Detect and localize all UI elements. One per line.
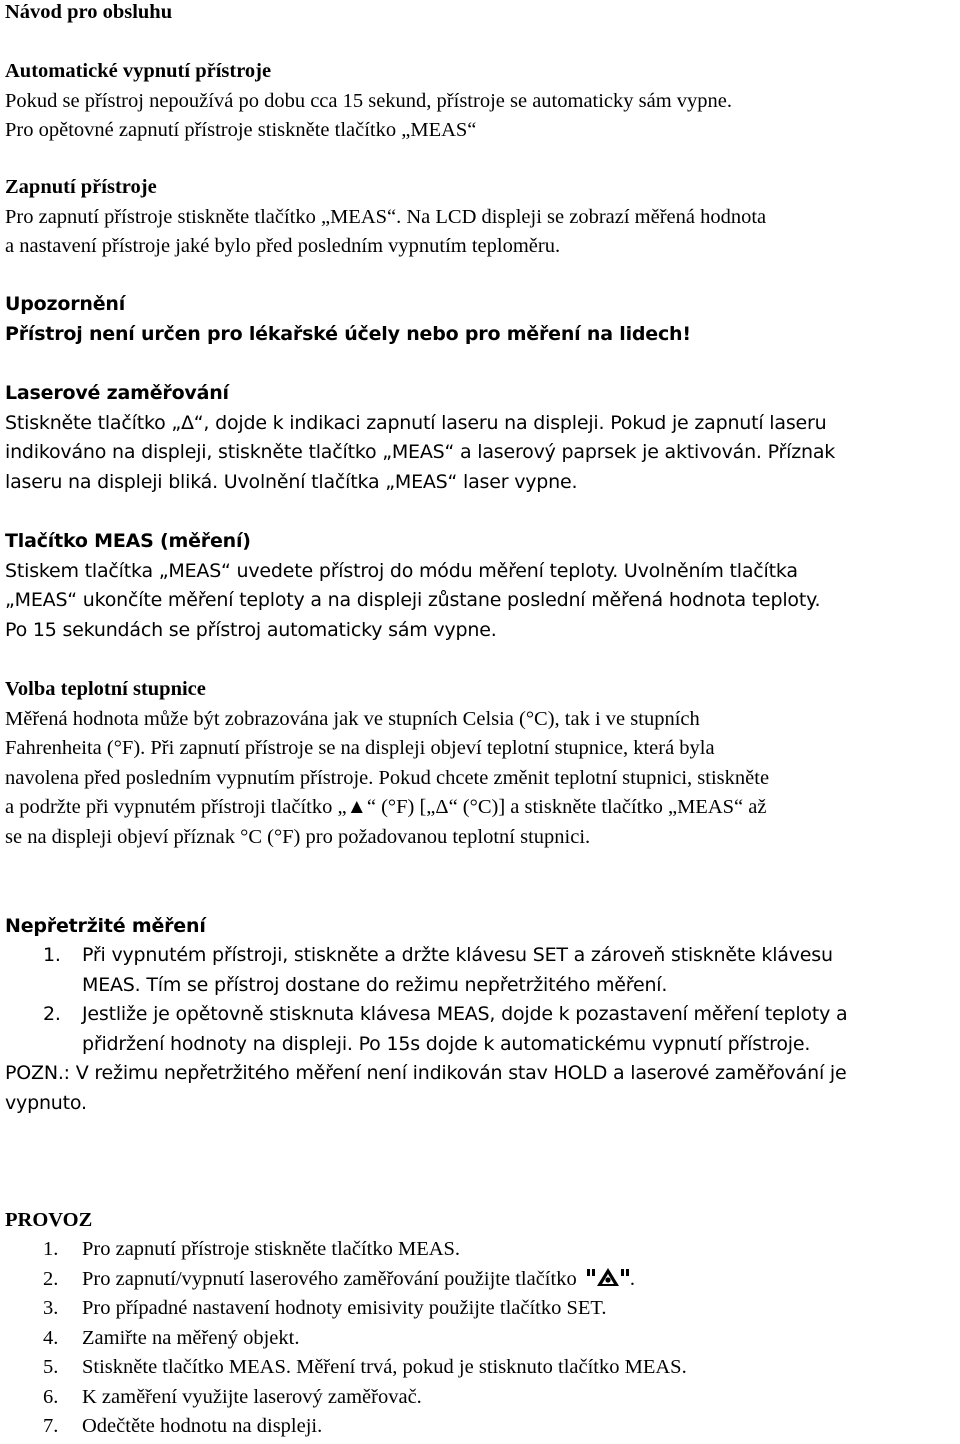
list-item-text: Při vypnutém přístroji, stiskněte a držte klávesu SET a zároveň stiskněte klávesu bbox=[82, 944, 833, 966]
list-item-number: 6. bbox=[43, 1385, 59, 1408]
list-item bbox=[5, 941, 957, 1000]
section-heading: Upozornění bbox=[5, 293, 126, 315]
list-item-number: 4. bbox=[43, 1326, 59, 1349]
list-item-text: Pro případné nastavení hodnoty emisivity použijte tlačítko SET. bbox=[82, 1297, 607, 1319]
section-auto-off bbox=[5, 57, 957, 146]
list-item-suffix: . bbox=[629, 1267, 635, 1290]
list-item-number: 7. bbox=[43, 1415, 59, 1437]
paragraph-line: Fahrenheita (°F). Při zapnutí přístroje se na displeji objeví teplotní stupnice, která byla bbox=[5, 737, 715, 759]
paragraph-line: indikováno na displeji, stiskněte tlačítko „MEAS“ a laserový paprsek je aktivován. Příznak bbox=[5, 441, 836, 463]
list-item bbox=[5, 1353, 957, 1383]
list-item bbox=[5, 1324, 957, 1354]
page-title: Návod pro obsluhu bbox=[5, 1, 173, 23]
list-item bbox=[5, 1265, 957, 1295]
continuous-note bbox=[5, 1059, 957, 1118]
section-continuous bbox=[5, 912, 957, 942]
paragraph-line: a nastavení přístroje jaké bylo před posledním vypnutím teploměru. bbox=[5, 235, 561, 257]
note-line: vypnuto. bbox=[5, 1091, 87, 1114]
paragraph-line: Pokud se přístroj nepoužívá po dobu cca 15 sekund, přístroje se automaticky sám vypne. bbox=[5, 89, 733, 112]
note-line: POZN.: V režimu nepřetržitého měření není indikován stav HOLD a laserové zaměřování je bbox=[5, 1062, 847, 1084]
list-item-number: 1. bbox=[43, 944, 61, 966]
section-heading: Nepřetržité měření bbox=[5, 915, 206, 937]
section-temperature-scale bbox=[5, 675, 957, 852]
section-heading: Laserové zaměřování bbox=[5, 382, 229, 404]
list-item-number: 2. bbox=[43, 1003, 61, 1025]
list-item-text: K zaměření využijte laserový zaměřovač. bbox=[82, 1385, 422, 1408]
list-item-text: Stiskněte tlačítko MEAS. Měření trvá, pokud je stisknuto tlačítko MEAS. bbox=[82, 1356, 687, 1378]
warning-text: Přístroj není určen pro lékařské účely nebo pro měření na lidech! bbox=[5, 322, 691, 345]
list-item-number: 1. bbox=[43, 1238, 59, 1260]
section-heading-provoz: PROVOZ bbox=[5, 1209, 93, 1231]
laser-warning-icon bbox=[586, 1267, 630, 1287]
section-heading: Zapnutí přístroje bbox=[5, 176, 157, 198]
continuous-list bbox=[5, 941, 957, 1059]
paragraph-line: Pro zapnutí přístroje stiskněte tlačítko „MEAS“. Na LCD displeji se zobrazí měřená hodnota bbox=[5, 205, 767, 228]
list-item bbox=[5, 1383, 957, 1413]
paragraph-line: Stiskněte tlačítko „Δ“, dojde k indikaci zapnutí laseru na displeji. Pokud je zapnutí laseru bbox=[5, 411, 827, 434]
paragraph-line: „MEAS“ ukončíte měření teploty a na displeji zůstane poslední měřená hodnota teploty. bbox=[5, 589, 821, 611]
section-heading: Automatické vypnutí přístroje bbox=[5, 60, 272, 82]
provoz-list bbox=[5, 1235, 957, 1442]
section-meas-button bbox=[5, 527, 957, 645]
paragraph-line: se na displeji objeví příznak °C (°F) pro požadovanou teplotní stupnici. bbox=[5, 825, 591, 848]
section-heading: Volba teplotní stupnice bbox=[5, 678, 206, 700]
paragraph-line: Pro opětovné zapnutí přístroje stiskněte tlačítko „MEAS“ bbox=[5, 119, 477, 141]
paragraph-line: laseru na displeji bliká. Uvolnění tlačítka „MEAS“ laser vypne. bbox=[5, 470, 578, 493]
section-warning bbox=[5, 290, 957, 349]
list-item-number: 2. bbox=[43, 1267, 59, 1290]
list-item-text: přidržení hodnoty na displeji. Po 15s dojde k automatickému vypnutí přístroje. bbox=[82, 1032, 811, 1055]
list-item-text: MEAS. Tím se přístroj dostane do režimu nepřetržitého měření. bbox=[82, 973, 668, 996]
paragraph-line: Měřená hodnota může být zobrazována jak ve stupních Celsia (°C), tak i ve stupních bbox=[5, 707, 700, 730]
list-item-text: Odečtěte hodnotu na displeji. bbox=[82, 1415, 323, 1437]
section-laser bbox=[5, 379, 957, 497]
list-item-text: Zamiřte na měřený objekt. bbox=[82, 1326, 300, 1349]
list-item-text: Pro zapnutí přístroje stiskněte tlačítko MEAS. bbox=[82, 1238, 461, 1260]
list-item-number: 5. bbox=[43, 1356, 59, 1378]
list-item bbox=[5, 1000, 957, 1059]
section-power-on bbox=[5, 173, 957, 262]
paragraph-line: Po 15 sekundách se přístroj automaticky sám vypne. bbox=[5, 618, 497, 641]
list-item bbox=[5, 1412, 957, 1442]
paragraph-line: navolena před posledním vypnutím přístroje. Pokud chcete změnit teplotní stupnici, stiskněte bbox=[5, 766, 770, 789]
list-item-text: Jestliže je opětovně stisknuta klávesa MEAS, dojde k pozastavení měření teploty a bbox=[82, 1003, 848, 1025]
list-item bbox=[5, 1235, 957, 1265]
list-item bbox=[5, 1294, 957, 1324]
paragraph-line: Stiskem tlačítka „MEAS“ uvedete přístroj do módu měření teploty. Uvolněním tlačítka bbox=[5, 559, 798, 582]
section-heading: Tlačítko MEAS (měření) bbox=[5, 530, 251, 552]
list-item-number: 3. bbox=[43, 1297, 59, 1319]
list-item-text: Pro zapnutí/vypnutí laserového zaměřování použijte tlačítko bbox=[82, 1267, 577, 1290]
paragraph-line: a podržte při vypnutém přístroji tlačítko „▲“ (°F) [„Δ“ (°C)] a stiskněte tlačítko „MEAS“ až bbox=[5, 796, 767, 818]
